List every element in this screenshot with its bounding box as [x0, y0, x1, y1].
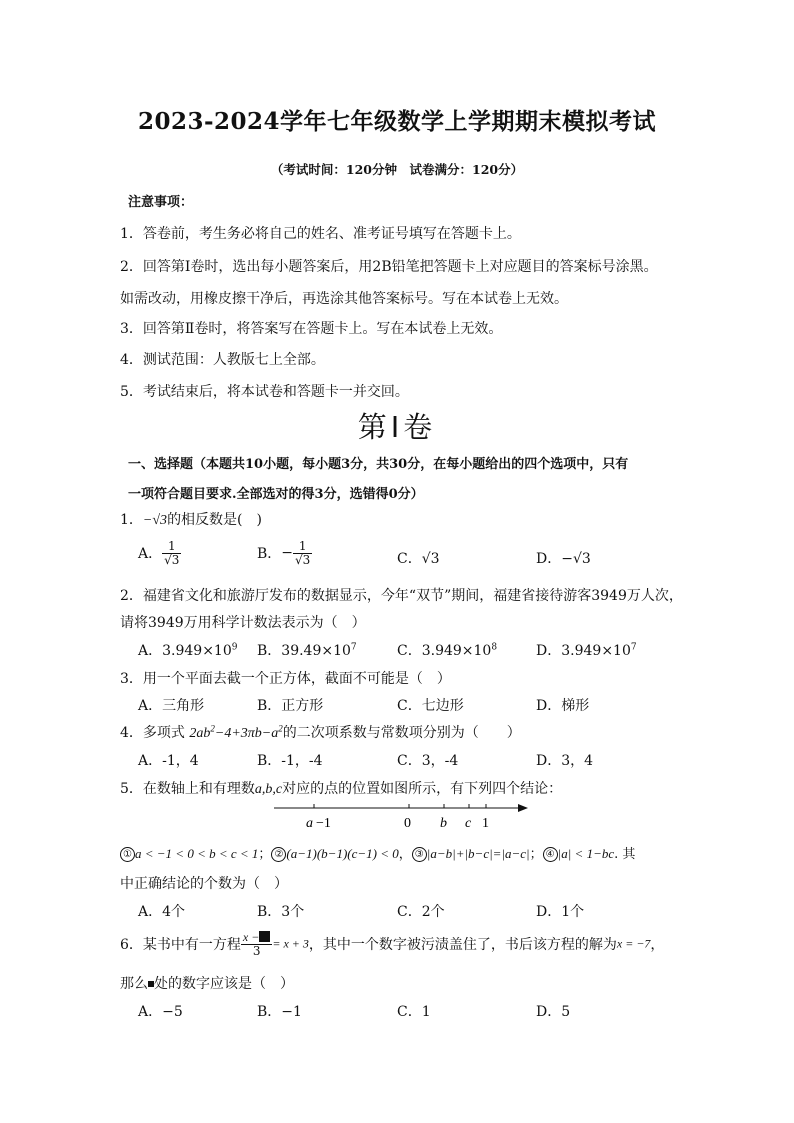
q2-option-c: [397, 640, 497, 660]
q6-stem: [120, 931, 664, 957]
q1-c-value: √3: [421, 551, 440, 567]
q5-number-line: [270, 794, 530, 834]
q5-mark-1: ①: [120, 847, 135, 862]
q6-prefix: 6．某书中有一方程: [120, 937, 241, 954]
q5-stem-line3: 中正确结论的个数为（ ）: [120, 876, 288, 892]
q5-tail: . 其: [614, 847, 636, 862]
q2-a-base: 3.949×10: [162, 643, 232, 659]
q4-term1: 2ab: [189, 726, 211, 741]
q4-prefix: 4．多项式: [120, 725, 185, 741]
q2-b-exp: 7: [350, 642, 357, 653]
axis-label-neg1: −1: [316, 816, 331, 831]
notice-item-2: 2．回答第Ⅰ卷时，选出每小题答案后，用2B铅笔把答题卡上对应题目的答案标号涂黑。: [120, 259, 658, 275]
ink-stain-block: [259, 931, 270, 942]
q5-sep-1: ；: [258, 847, 272, 862]
q3-option-a: A．三角形: [138, 698, 205, 714]
q6-mid: ，其中一个数字被污渍盖住了，书后该方程的解为: [308, 937, 617, 954]
q5-sep-3: ；: [529, 847, 543, 862]
notice-item-2-cont: 如需改动，用橡皮擦干净后，再选涂其他答案标号。写在本试卷上无效。: [120, 291, 568, 307]
q1-stem: [120, 509, 262, 529]
q1-number: 1．: [120, 512, 143, 528]
q4-term1-exp: 2: [210, 723, 215, 734]
axis-label-a: a: [306, 816, 313, 831]
q1-option-a: [138, 540, 181, 566]
q4-option-b: B．-1，-4: [257, 753, 323, 769]
q2-label-d: D．: [536, 643, 562, 659]
q1-b-fraction: [293, 540, 312, 566]
q6-rhs: = x + 3: [272, 936, 309, 951]
notice-item-3: 3．回答第Ⅱ卷时，将答案写在答题卡上。写在本试卷上无效。: [120, 321, 503, 337]
q1-option-b: [257, 540, 312, 566]
exam-subtitle: （考试时间：120分钟 试卷满分：120分）: [270, 162, 524, 177]
q2-stem-line2: 请将3949万用科学计数法表示为（ ）: [120, 615, 366, 631]
q2-c-base: 3.949×10: [421, 643, 492, 659]
axis-label-c: c: [465, 816, 472, 831]
q1-neg: −: [142, 513, 153, 528]
q6-line2a: 那么: [120, 976, 148, 992]
q5-sep-2: ，: [398, 847, 412, 862]
q4-term2: −4+3πb−a: [214, 726, 279, 741]
q5-option-b: B．3个: [257, 904, 305, 920]
q6-fraction: [241, 931, 272, 957]
q3-stem: 3．用一个平面去截一个正方体，截面不可能是（ ）: [120, 671, 451, 687]
q5-conclusion-1: a < −1 < 0 < b < c < 1: [135, 846, 259, 861]
q5-mark-4: ④: [543, 847, 558, 862]
q4-option-c: C．3，-4: [397, 753, 459, 769]
q6-option-c: C．1: [397, 1004, 431, 1020]
q1-b-num: 1: [293, 540, 312, 554]
q6-end: ，: [650, 937, 665, 954]
q5-conclusion-3: |a−b|+|b−c|=|a−c|: [426, 846, 530, 861]
q6-solution: x = −7: [616, 936, 651, 951]
q4-term2-exp: 2: [278, 723, 283, 734]
number-line-arrow: [518, 804, 528, 812]
q2-d-base: 3.949×10: [561, 643, 631, 659]
notice-item-4: 4．测试范围：人教版七上全部。: [120, 352, 325, 368]
q2-option-b: [257, 640, 357, 660]
q4-suffix: 的二次项系数与常数项分别为（ ）: [282, 725, 521, 741]
q5-option-c: C．2个: [397, 904, 445, 920]
section-heading-line1: 一、选择题（本题共10小题，每小题3分，共30分，在每小题给出的四个选项中，只有: [128, 457, 629, 472]
q6-option-d: D．5: [536, 1004, 571, 1020]
q2-a-exp: 9: [231, 642, 238, 653]
q6-line2b: 处的数字应该是（ ）: [154, 976, 294, 992]
q3-option-b: B．正方形: [257, 698, 324, 714]
q4-stem: [120, 722, 521, 742]
q5-stem-a: 5．在数轴上和有理数: [120, 781, 255, 797]
q5-mark-3: ③: [412, 847, 427, 862]
q1-option-d: [536, 548, 591, 568]
q1-label-b: B．: [257, 546, 282, 563]
q5-mark-2: ②: [271, 847, 286, 862]
section-heading-line2: 一项符合题目要求.全部选对的得3分，选错得0分）: [128, 487, 424, 502]
q5-conclusion-4: |a| < 1−bc: [557, 846, 615, 861]
volume-heading: 第Ⅰ卷: [357, 412, 437, 444]
q1-a-num: 1: [162, 540, 181, 554]
q2-label-a: A．: [138, 643, 163, 659]
q6-fraction-den: 3: [252, 943, 261, 958]
q1-a-den: √3: [164, 552, 180, 567]
q2-c-exp: 8: [491, 642, 498, 653]
q4-option-d: D．3，4: [536, 753, 594, 769]
q2-option-a: [138, 640, 237, 660]
q1-label-d: D．: [536, 551, 562, 567]
q1-option-c: [397, 548, 440, 568]
q2-stem-line1: 2．福建省文化和旅游厅发布的数据显示，今年“双节”期间，福建省接待游客3949万人次，: [120, 588, 683, 604]
q1-label-c: C．: [397, 551, 422, 567]
notice-item-5: 5．考试结束后，将本试卷和答题卡一并交回。: [120, 384, 409, 400]
q1-label-a: A．: [138, 546, 163, 563]
q2-b-base: 39.49×10: [281, 643, 351, 659]
axis-label-b: b: [440, 816, 447, 831]
q6-option-a: A．−5: [138, 1004, 183, 1020]
q1-b-den: √3: [295, 552, 311, 567]
q6-num-text: x −: [242, 930, 260, 944]
q3-option-d: D．梯形: [536, 698, 590, 714]
notice-heading: 注意事项：: [128, 195, 194, 210]
q2-d-exp: 7: [630, 642, 637, 653]
notice-item-1: 1．答卷前，考生务必将自己的姓名、准考证号填写在答题卡上。: [120, 226, 521, 242]
q1-root: √3: [152, 513, 168, 528]
q4-option-a: A．-1，4: [138, 753, 199, 769]
q3-option-c: C．七边形: [397, 698, 464, 714]
q1-d-value: −√3: [561, 551, 591, 567]
q6-option-b: B．−1: [257, 1004, 302, 1020]
q1-stem-tail: 的相反数是( ): [167, 512, 262, 528]
q2-option-d: [536, 640, 637, 660]
q1-b-sign: −: [281, 545, 294, 562]
q5-conclusion-2: (a−1)(b−1)(c−1) < 0: [286, 846, 399, 861]
q5-stem-b: 对应的点的位置如图所示，有下列四个结论：: [282, 781, 563, 797]
q2-label-b: B．: [257, 643, 282, 659]
q6-fraction-num: [241, 931, 272, 945]
q5-vars: a,b,c: [254, 782, 283, 797]
q5-option-a: A．4个: [138, 904, 186, 920]
axis-label-1: 1: [482, 816, 489, 831]
q5-option-d: D．1个: [536, 904, 585, 920]
q5-conclusions: [120, 843, 635, 862]
exam-title: 2023-2024学年七年级数学上学期期末模拟考试: [137, 108, 657, 135]
axis-label-0: 0: [404, 816, 411, 831]
q6-stem-line2: [120, 973, 294, 993]
q2-label-c: C．: [397, 643, 422, 659]
q1-a-fraction: [162, 540, 181, 566]
